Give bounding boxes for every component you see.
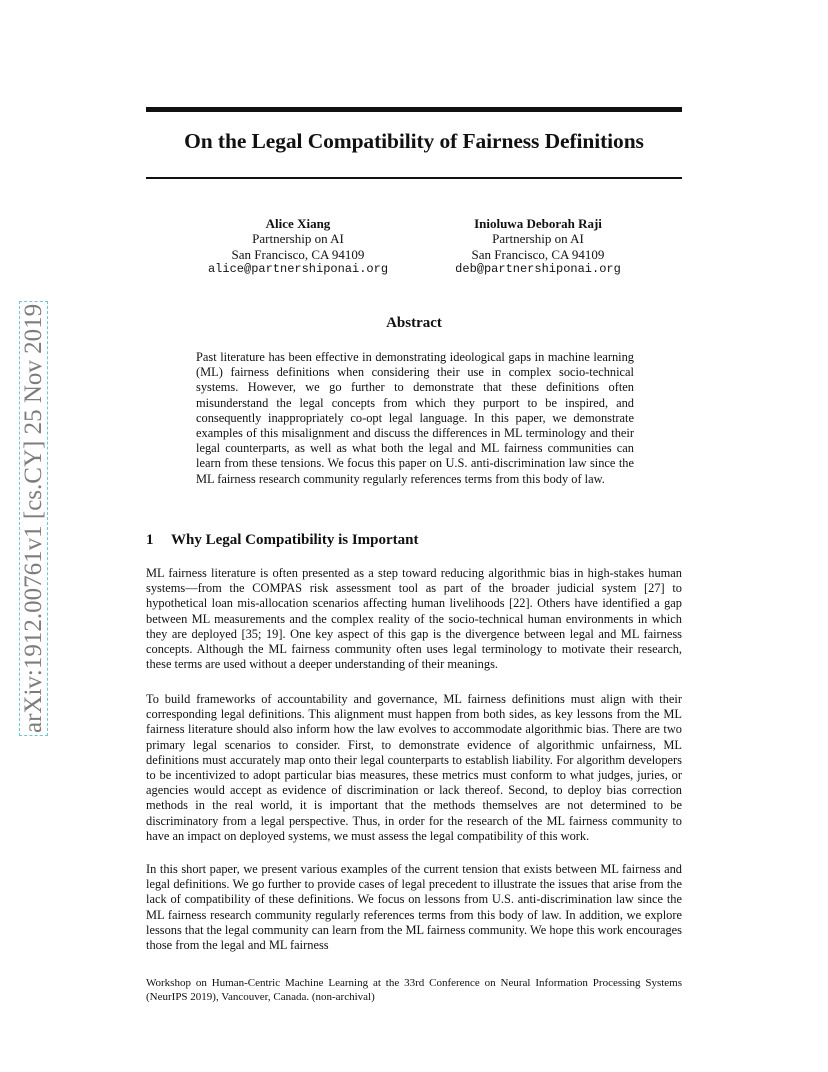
author-name: Alice Xiang [265,216,331,231]
body-paragraph-2: To build frameworks of accountability and governance, ML fairness definitions must align with their corresponding legal definitions. This alignment must happen from both sides, as key lessons from the ML fairness literature should also inform how the law evolves to accommodate algorithmic bias. There are two primary legal scenarios to consider. First, to demonstrate evidence of algorithmic unfairness, ML definitions must accurately map onto their legal counterparts to establish liability. For algorithm developers to be incentivized to adopt particular bias measures, these metrics must conform to what judges, juries, or agencies would accept as evidence of discrimination or lack thereof. Second, to deploy bias correction methods in the real world, it is important that the methods themselves are not determined to be discriminatory from a legal perspective. Thus, in order for the research of the ML fairness community to have an impact on deployed systems, we must assess the legal compatibility of this work. [146,692,682,843]
author-block-1 [178,216,418,278]
body-paragraph-1: ML fairness literature is often presented as a step toward reducing algorithmic bias in high-stakes human systems—from the COMPAS risk assessment tool as part of the broader judicial system [27] to hypothetical loan mis-allocation scenarios affecting human livelihoods [22]. Others have identified a gap between ML measurements and the complex reality of the socio-technical human environments in which they are deployed [35; 19]. One key aspect of this gap is the divergence between legal and ML fairness concepts. Although the ML fairness community often uses legal terminology to motivate their research, these terms are used without a deeper understanding of their meanings. [146,566,682,672]
author-email[interactable]: deb@partnershiponai.org [455,262,621,277]
author-block-2 [418,216,658,278]
section-heading [146,532,682,549]
author-location: San Francisco, CA 94109 [471,246,605,262]
author-location: San Francisco, CA 94109 [231,246,365,262]
arxiv-identifier-text[interactable]: arXiv:1912.00761v1 [cs.CY] 25 Nov 2019 [19,301,48,736]
abstract-heading: Abstract [386,315,442,331]
author-affiliation: Partnership on AI [492,231,584,247]
body-paragraph-3: In this short paper, we present various examples of the current tension that exists between ML fairness and legal definitions. We go further to provide cases of legal precedent to illustrate the issues that arise from the lack of compatibility of these definitions. We focus on lessons from U.S. anti-discrimination law since the ML fairness research community regularly references terms from this body of law. In addition, we explore lessons that the legal community can learn from the ML fairness community. We hope this work encourages those from the legal and ML fairness [146,862,682,953]
section-number: 1 [146,532,154,548]
author-affiliation: Partnership on AI [252,231,344,247]
title-top-rule [146,107,682,112]
abstract-text: Past literature has been effective in demonstrating ideological gaps in machine learning (ML) fairness definitions when considering their use in complex socio-technical systems. However, we go further to demonstrate that these definitions often misunderstand the legal concepts from which they purport to be inspired, and consequently inappropriately co-opt legal language. In this paper, we demonstrate examples of this misalignment and discuss the differences in ML terminology and their legal counterparts, as well as what both the legal and ML fairness communities can learn from these tensions. We focus this paper on U.S. anti-discrimination law since the ML fairness research community regularly references terms from this body of law. [196,350,634,486]
venue-footnote: Workshop on Human-Centric Machine Learning at the 33rd Conference on Neural Information Processing Systems (NeurIPS 2019), Vancouver, Canada. (non-archival) [146,977,682,1003]
paper-title: On the Legal Compatibility of Fairness Definitions [184,129,644,153]
title-bottom-rule [146,177,682,179]
section-title: Why Legal Compatibility is Important [171,532,419,548]
author-name: Inioluwa Deborah Raji [474,216,602,231]
author-email[interactable]: alice@partnershiponai.org [207,262,389,277]
arxiv-identifier-stamp[interactable] [14,236,54,736]
